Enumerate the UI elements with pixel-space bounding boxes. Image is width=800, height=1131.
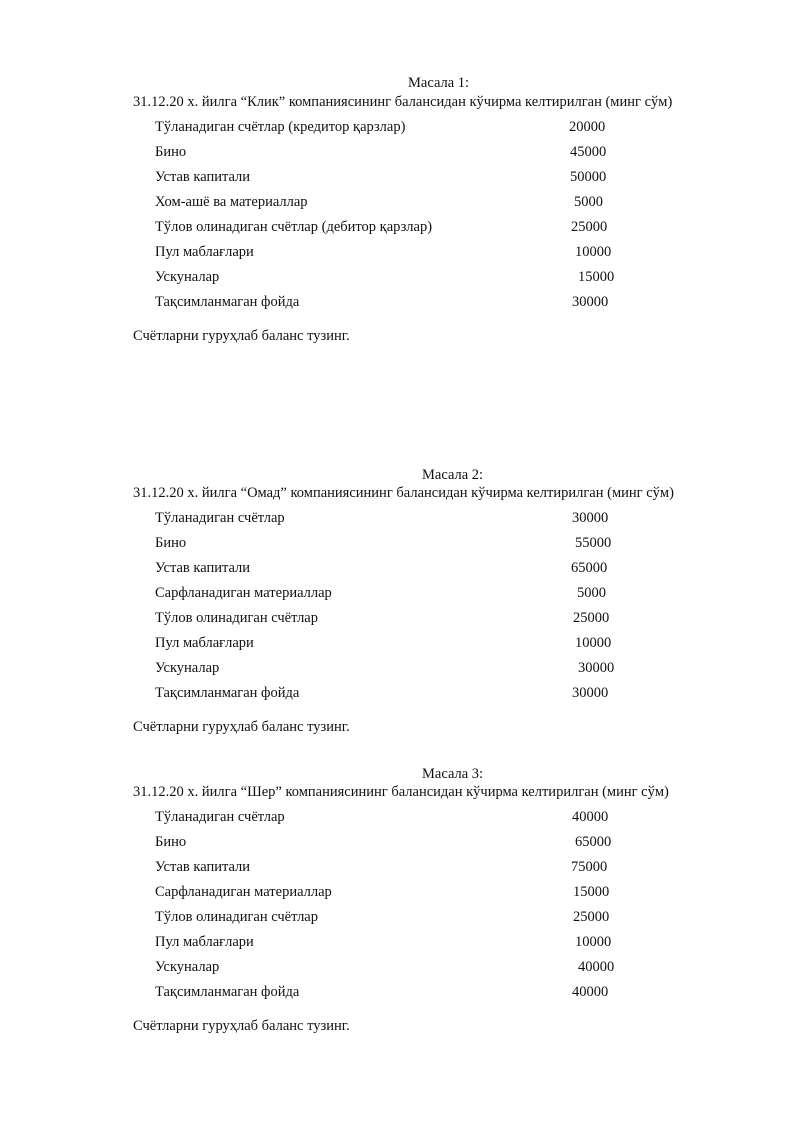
item-label: Бино [155,144,187,160]
item-value: 25000 [573,909,610,925]
item-label: Тўлов олинадиган счётлар [155,909,318,925]
item-value: 55000 [575,535,612,551]
problem-title: Масала 3: [422,766,484,782]
item-label: Бино [155,535,187,551]
problem-heading: 31.12.20 х. йилга “Шер” компаниясининг балансидан кўчирма келтирилган (минг сўм) [133,784,669,800]
item-value: 15000 [573,884,610,900]
item-label: Пул маблағлари [155,934,254,950]
item-label: Устав капитали [155,169,251,185]
item-value: 45000 [570,144,607,160]
item-label: Тақсимланмаган фойда [155,984,300,1000]
item-value: 65000 [571,560,608,576]
task-text: Счётларни гуруҳлаб баланс тузинг. [133,719,350,735]
item-value: 50000 [570,169,607,185]
item-label: Ускуналар [155,660,220,676]
item-value: 15000 [578,269,615,285]
item-value: 40000 [572,984,609,1000]
item-label: Тўлов олинадиган счётлар (дебитор қарзлар) [155,219,433,235]
item-label: Пул маблағлари [155,635,254,651]
item-label: Бино [155,834,187,850]
item-label: Сарфланадиган материаллар [155,585,332,601]
task-text: Счётларни гуруҳлаб баланс тузинг. [133,1018,350,1034]
item-label: Тўланадиган счётлар [155,510,285,526]
task-text: Счётларни гуруҳлаб баланс тузинг. [133,328,350,344]
item-value: 30000 [578,660,615,676]
item-value: 20000 [569,119,606,135]
item-value: 10000 [575,934,612,950]
problem-title: Масала 1: [408,75,470,91]
item-value: 40000 [572,809,609,825]
item-value: 25000 [571,219,608,235]
item-label: Устав капитали [155,859,251,875]
problem-heading: 31.12.20 х. йилга “Омад” компаниясининг балансидан кўчирма келтирилган (минг сўм) [133,485,674,501]
item-value: 30000 [572,685,609,701]
item-value: 65000 [575,834,612,850]
item-label: Пул маблағлари [155,244,254,260]
item-label: Сарфланадиган материаллар [155,884,332,900]
item-label: Хом-ашё ва материаллар [155,194,308,210]
item-label: Тўлов олинадиган счётлар [155,610,318,626]
item-value: 25000 [573,610,610,626]
item-value: 40000 [578,959,615,975]
item-value: 10000 [575,635,612,651]
item-value: 10000 [575,244,612,260]
item-value: 5000 [574,194,603,210]
problem-title: Масала 2: [422,467,484,483]
item-label: Устав капитали [155,560,251,576]
item-label: Ускуналар [155,959,220,975]
item-value: 75000 [571,859,608,875]
item-label: Тўланадиган счётлар [155,809,285,825]
item-label: Ускуналар [155,269,220,285]
item-value: 30000 [572,510,609,526]
item-value: 30000 [572,294,609,310]
item-label: Тўланадиган счётлар (кредитор қарзлар) [155,119,406,135]
item-label: Тақсимланмаган фойда [155,685,300,701]
item-label: Тақсимланмаган фойда [155,294,300,310]
item-value: 5000 [577,585,606,601]
problem-heading: 31.12.20 х. йилга “Клик” компаниясининг балансидан кўчирма келтирилган (минг сўм) [133,94,673,110]
